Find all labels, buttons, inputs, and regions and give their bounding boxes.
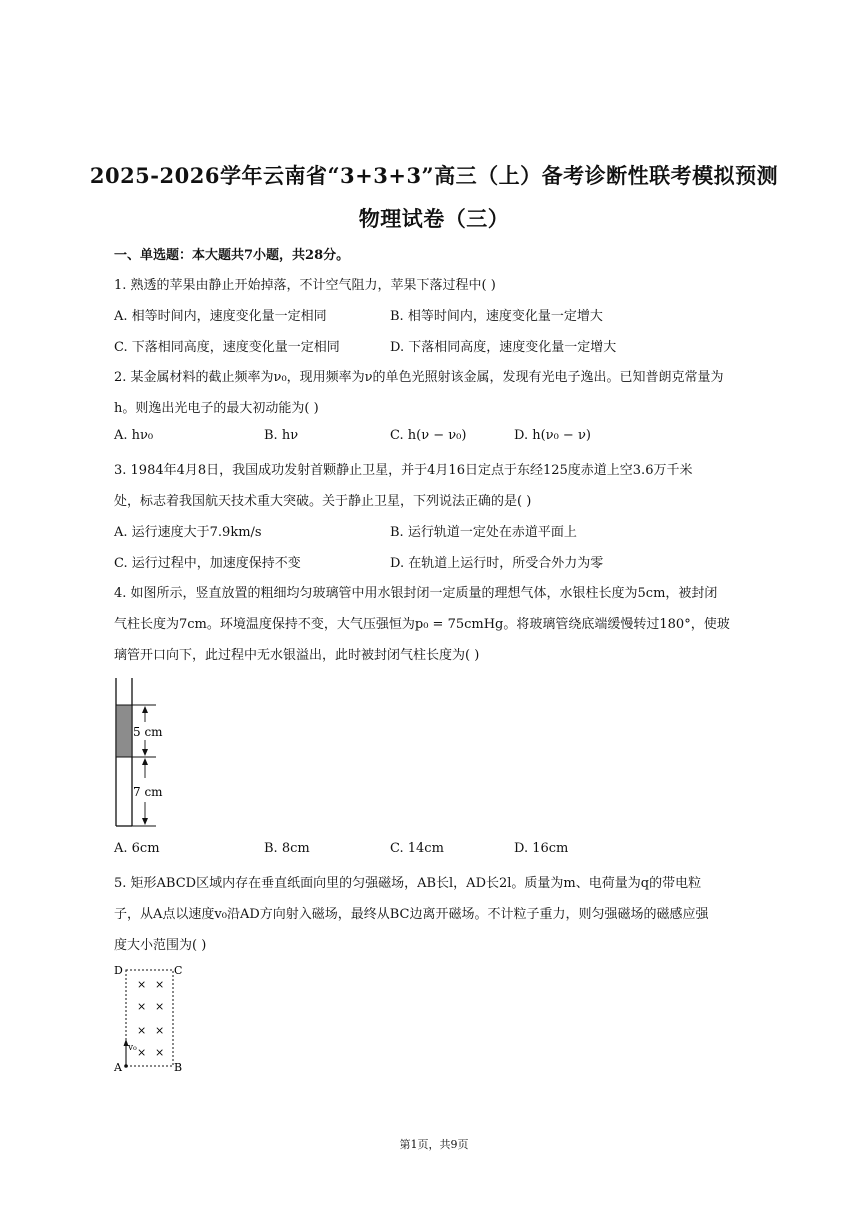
q3-option-b: B. 运行轨道一定处在赤道平面上 bbox=[390, 525, 577, 540]
question-4-stem-line2: 气柱长度为7cm。环境温度保持不变，大气压强恒为p₀ = 75cmHg。将玻璃管绕底端缓慢转过180°，使玻 bbox=[114, 617, 730, 632]
corner-b: B bbox=[174, 1061, 183, 1074]
exam-title-line2: 物理试卷（三） bbox=[358, 206, 510, 231]
field-cross: × bbox=[137, 978, 147, 991]
field-cross: × bbox=[155, 978, 165, 991]
label-5cm: 5 cm bbox=[133, 725, 163, 739]
question-2-stem-line2: h。则逸出光电子的最大初动能为( ) bbox=[114, 401, 319, 416]
question-5-stem-line3: 度大小范围为( ) bbox=[114, 938, 207, 953]
q2-option-a: A. hν₀ bbox=[114, 428, 154, 443]
q3-option-a: A. 运行速度大于7.9km/s bbox=[114, 525, 262, 540]
q4-option-d: D. 16cm bbox=[514, 841, 569, 856]
question-4-stem-line3: 璃管开口向下，此过程中无水银溢出，此时被封闭气柱长度为( ) bbox=[114, 648, 480, 663]
question-5-stem-line2: 子，从A点以速度v₀沿AD方向射入磁场，最终从BC边离开磁场。不计粒子重力，则匀强磁场的磁感应强 bbox=[114, 907, 709, 922]
question-1-stem: 1. 熟透的苹果由静止开始掉落，不计空气阻力，苹果下落过程中( ) bbox=[114, 278, 496, 293]
corner-d: D bbox=[114, 964, 123, 977]
q4-option-c: C. 14cm bbox=[390, 841, 444, 856]
q3-option-c: C. 运行过程中，加速度保持不变 bbox=[114, 556, 301, 571]
question-3-stem-line2: 处，标志着我国航天技术重大突破。关于静止卫星，下列说法正确的是( ) bbox=[114, 494, 532, 509]
q4-option-b: B. 8cm bbox=[264, 841, 310, 856]
question-5-stem-line1: 5. 矩形ABCD区域内存在垂直纸面向里的匀强磁场，AB长l，AD长2l。质量为m、电荷量为q的带电粒 bbox=[114, 876, 702, 891]
field-cross: × bbox=[155, 1000, 165, 1013]
q3-option-d: D. 在轨道上运行时，所受合外力为零 bbox=[390, 556, 604, 571]
q1-option-d: D. 下落相同高度，速度变化量一定增大 bbox=[390, 340, 617, 355]
label-v0: v₀ bbox=[128, 1043, 137, 1053]
exam-title-line1: 2025-2026学年云南省“3+3+3”高三（上）备考诊断性联考模拟预测 bbox=[89, 163, 779, 188]
page-footer: 第1页，共9页 bbox=[399, 1138, 469, 1151]
label-7cm: 7 cm bbox=[133, 785, 163, 799]
question-2-stem-line1: 2. 某金属材料的截止频率为ν₀，现用频率为ν的单色光照射该金属，发现有光电子逸出。已知普朗克常量为 bbox=[114, 370, 724, 385]
corner-a: A bbox=[114, 1061, 122, 1074]
q2-option-b: B. hν bbox=[264, 428, 299, 443]
field-cross: × bbox=[155, 1024, 165, 1037]
field-cross: × bbox=[137, 1000, 147, 1013]
field-cross: × bbox=[137, 1046, 147, 1059]
glass-tube-figure bbox=[110, 676, 190, 830]
q1-option-a: A. 相等时间内，速度变化量一定相同 bbox=[114, 309, 327, 324]
q1-option-c: C. 下落相同高度，速度变化量一定相同 bbox=[114, 340, 340, 355]
q2-option-c: C. h(ν − ν₀) bbox=[390, 428, 467, 443]
question-4-stem-line1: 4. 如图所示，竖直放置的粗细均匀玻璃管中用水银封闭一定质量的理想气体，水银柱长度为5cm，被封闭 bbox=[114, 586, 718, 601]
magnetic-field-figure bbox=[110, 962, 190, 1074]
question-3-stem-line1: 3. 1984年4月8日，我国成功发射首颗静止卫星，并于4月16日定点于东经125度赤道上空3.6万千米 bbox=[114, 463, 693, 478]
field-cross: × bbox=[137, 1024, 147, 1037]
section-heading: 一、单选题：本大题共7小题，共28分。 bbox=[114, 248, 350, 263]
q1-option-b: B. 相等时间内，速度变化量一定增大 bbox=[390, 309, 603, 324]
mercury-column bbox=[116, 705, 132, 757]
corner-c: C bbox=[174, 964, 183, 977]
field-cross: × bbox=[155, 1046, 165, 1059]
q2-option-d: D. h(ν₀ − ν) bbox=[514, 428, 591, 443]
q4-option-a: A. 6cm bbox=[114, 841, 160, 856]
